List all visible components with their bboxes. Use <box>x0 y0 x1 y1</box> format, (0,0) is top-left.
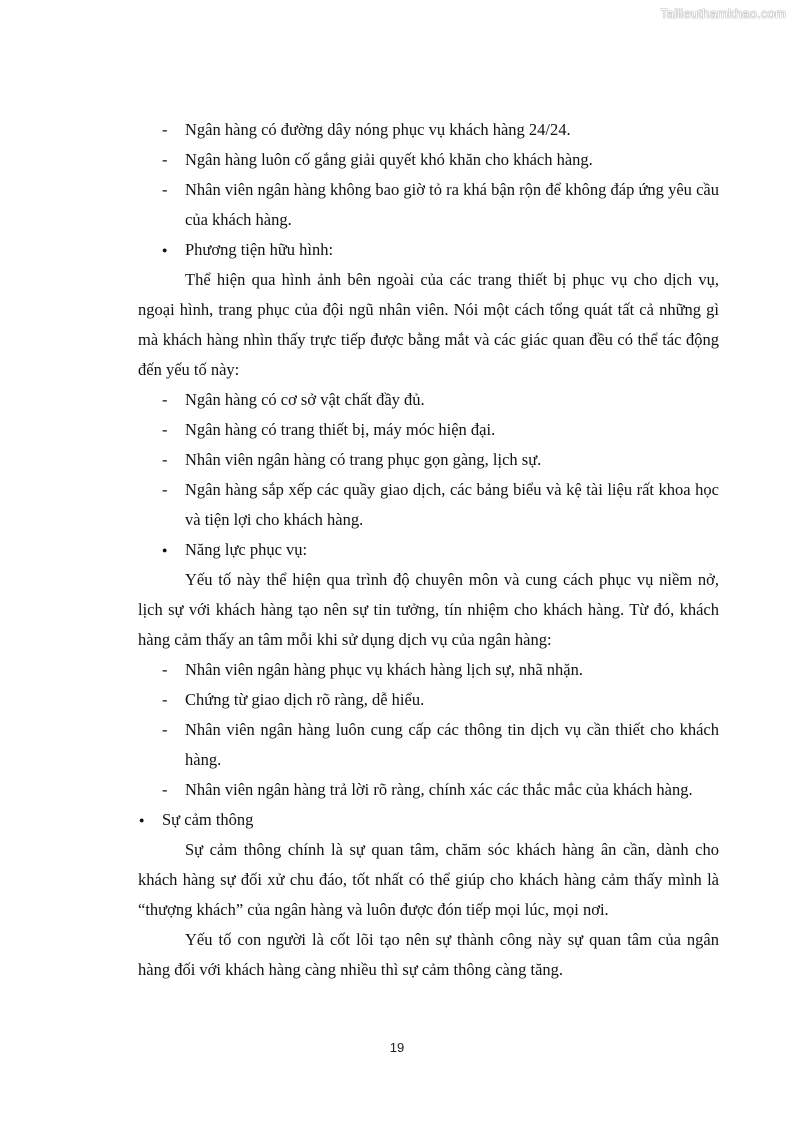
document-body <box>138 115 719 985</box>
list-item: - Nhân viên ngân hàng có trang phục gọn gàng, lịch sự. <box>138 445 719 475</box>
list-item: - Chứng từ giao dịch rõ ràng, dễ hiểu. <box>138 685 719 715</box>
list-item: - Nhân viên ngân hàng luôn cung cấp các thông tin dịch vụ cần thiết cho khách hàng. <box>138 715 719 775</box>
list-item: - Nhân viên ngân hàng không bao giờ tỏ ra khá bận rộn để không đáp ứng yêu cầu của khách hàng. <box>138 175 719 235</box>
list-item: - Nhân viên ngân hàng phục vụ khách hàng lịch sự, nhã nhặn. <box>138 655 719 685</box>
list-item: - Nhân viên ngân hàng trả lời rõ ràng, chính xác các thắc mắc của khách hàng. <box>138 775 719 805</box>
section-heading: ● Năng lực phục vụ: <box>138 535 719 565</box>
paragraph: Yếu tố con người là cốt lõi tạo nên sự thành công này sự quan tâm của ngân hàng đối với khách hàng càng nhiều thì sự cảm thông càng tăng. <box>138 930 719 979</box>
list-item: - Ngân hàng có đường dây nóng phục vụ khách hàng 24/24. <box>138 115 719 145</box>
page-number: 19 <box>389 1040 405 1055</box>
list-item: - Ngân hàng luôn cố gắng giải quyết khó khăn cho khách hàng. <box>138 145 719 175</box>
section-heading: ● Sự cảm thông <box>138 805 719 835</box>
watermark-text: Tailieuthamkhao.com <box>660 6 786 21</box>
paragraph: Thể hiện qua hình ảnh bên ngoài của các trang thiết bị phục vụ cho dịch vụ, ngoại hình, trang phục của đội ngũ nhân viên. Nói một cách tổng quát tất cả những gì mà khách hàng nhìn thấy trực tiếp được bằng mắt và các giác quan đều có thể tác động đến yếu tố này: <box>138 270 719 379</box>
paragraph: Sự cảm thông chính là sự quan tâm, chăm sóc khách hàng ân cần, dành cho khách hàng sự đối xử chu đáo, tốt nhất có thể giúp cho khách hàng cảm thấy mình là “thượng khách” của ngân hàng và luôn được đón tiếp mọi lúc, mọi nơi. <box>138 840 719 919</box>
paragraph: Yếu tố này thể hiện qua trình độ chuyên môn và cung cách phục vụ niềm nở, lịch sự với khách hàng tạo nên sự tin tưởng, tín nhiệm cho khách hàng. Từ đó, khách hàng cảm thấy an tâm mỗi khi sử dụng dịch vụ của ngân hàng: <box>138 570 719 649</box>
list-item: - Ngân hàng có cơ sở vật chất đầy đủ. <box>138 385 719 415</box>
list-item: - Ngân hàng sắp xếp các quầy giao dịch, các bảng biểu và kệ tài liệu rất khoa học và tiện lợi cho khách hàng. <box>138 475 719 535</box>
list-item: - Ngân hàng có trang thiết bị, máy móc hiện đại. <box>138 415 719 445</box>
section-heading: ● Phương tiện hữu hình: <box>138 235 719 265</box>
